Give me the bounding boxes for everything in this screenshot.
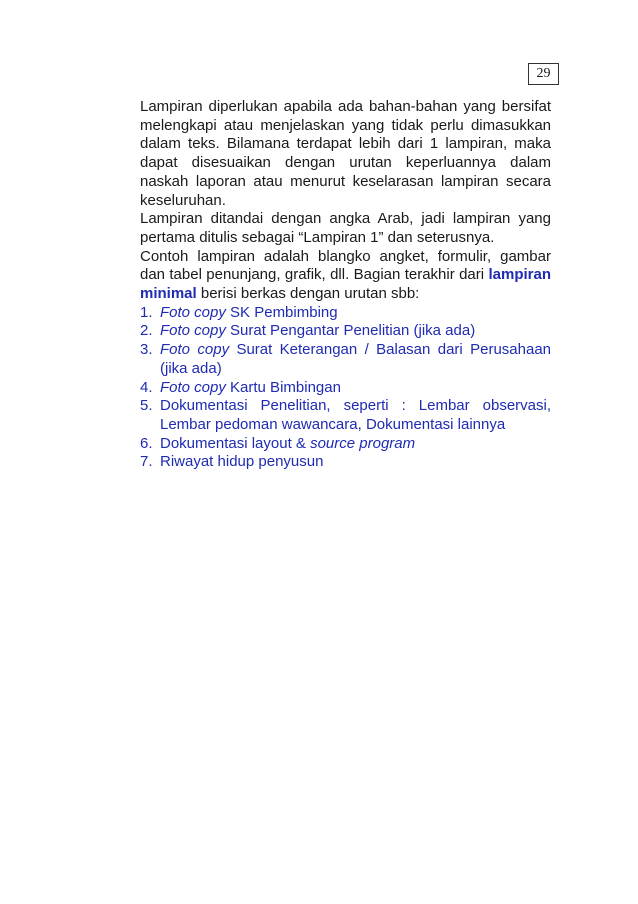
list-item-italic: Foto copy (160, 303, 226, 321)
list-item (140, 397, 551, 434)
paragraph-examples-text: Contoh lampiran adalah blangko angket, formulir, gambar dan tabel penunjang, grafik, dll. Bagian terakhir dari (140, 247, 551, 284)
list-item-number: 6. (140, 434, 153, 452)
list-item (140, 304, 551, 323)
list-item-number: 4. (140, 378, 153, 396)
paragraph-intro: Lampiran diperlukan apabila ada bahan-bahan yang bersifat melengkapi atau menjelaskan yang tidak perlu dimasukkan dalam teks. Bilamana terdapat lebih dari 1 lampiran, maka dapat disesuaikan dengan urutan keperluannya dalam naskah laporan atau menurut keselarasan lampiran secara keseluruhan. (140, 98, 551, 209)
list-item-text: Surat Keterangan / Balasan dari Perusahaan (jika ada) (160, 341, 551, 377)
list-item-text: Kartu Bimbingan (225, 378, 341, 396)
paragraph-examples-rest: berisi berkas dengan urutan sbb: (196, 285, 420, 303)
list-item-italic: Foto copy (160, 322, 226, 340)
list-item-number: 3. (140, 341, 153, 359)
list-item-text: Riwayat hidup penyusun (160, 453, 324, 471)
list-item-text: SK Pembimbing (225, 303, 338, 321)
list-item-italic: Foto copy (160, 378, 226, 396)
list-item (140, 379, 551, 398)
page-number: 29 (528, 63, 559, 85)
list-item-text: Surat Pengantar Penelitian (jika ada) (225, 322, 476, 340)
minimal-attachments-emphasis: lampiran minimal (140, 266, 551, 303)
list-item-italic: source program (310, 434, 416, 452)
list-item-italic: Foto copy (160, 341, 230, 359)
list-item-number: 7. (140, 453, 153, 471)
paragraph-numbering: Lampiran ditandai dengan angka Arab, jadi lampiran yang pertama ditulis sebagai “Lampiran 1” dan seterusnya. (140, 210, 551, 246)
list-item-number: 1. (140, 303, 153, 321)
list-item-text: Dokumentasi layout & (160, 434, 311, 452)
paragraph-examples (140, 248, 551, 304)
list-item (140, 322, 551, 341)
list-item-number: 2. (140, 322, 153, 340)
list-item (140, 435, 551, 454)
list-item-text: Dokumentasi Penelitian, seperti : Lembar observasi, Lembar pedoman wawancara, Dokumentasi lainnya (160, 397, 551, 433)
attachment-list (140, 304, 551, 472)
list-item (140, 341, 551, 378)
page-body (140, 98, 551, 472)
list-item-number: 5. (140, 397, 153, 415)
list-item (140, 453, 551, 472)
